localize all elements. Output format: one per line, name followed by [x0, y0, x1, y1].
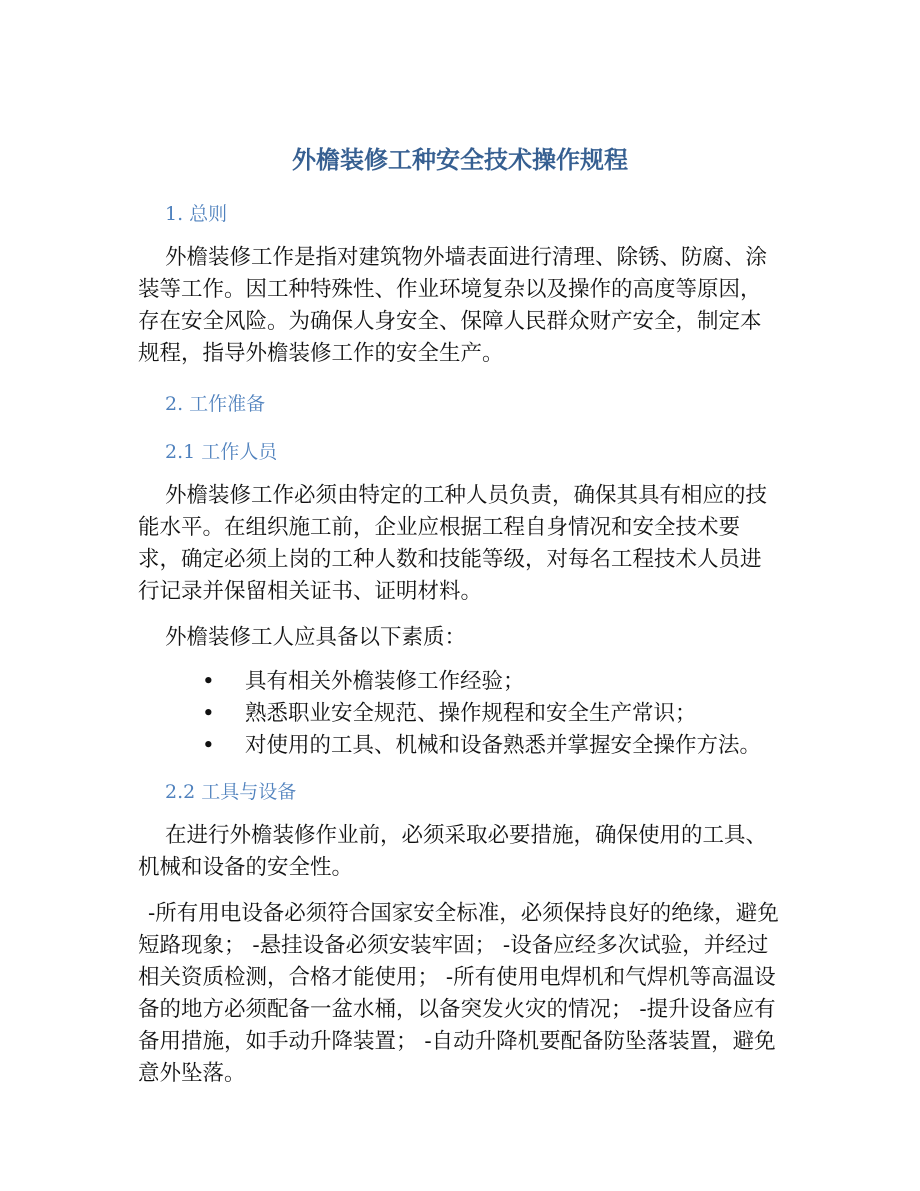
document-content — [138, 140, 782, 1104]
heading-preparation: 2. 工作准备 — [165, 393, 266, 415]
paragraph-tool-requirements: -所有用电设备必须符合国家安全标准，必须保持良好的绝缘，避免短路现象； -悬挂设备必须安装牢固； -设备应经多次试验，并经过相关资质检测，合格才能使用； -所有使用电焊机和气焊机等高温设备的地方必须配备一盆水桶，以备突发火灾的情况； -提升设备应有备用措施，如手动升降装置； -自动升降机要配备防坠落装置，避免意外坠落。 — [138, 901, 779, 1086]
bullet-icon: • — [202, 733, 215, 758]
paragraph-personnel: 外檐装修工作必须由特定的工种人员负责，确保其具有相应的技能水平。在组织施工前，企业应根据工程自身情况和安全技术要求，确定必须上岗的工种人数和技能等级，对每名工程技术人员进行记录并保留相关证书、证明材料。 — [138, 483, 768, 604]
list-item — [138, 698, 782, 730]
qualities-list — [138, 666, 782, 762]
list-item-text: 具有相关外檐装修工作经验； — [245, 669, 525, 694]
list-item-text: 熟悉职业安全规范、操作规程和安全生产常识； — [245, 701, 697, 726]
paragraph-tools: 在进行外檐装修作业前，必须采取必要措施，确保使用的工具、机械和设备的安全性。 — [138, 823, 768, 880]
paragraph-qualities-intro: 外檐装修工人应具备以下素质： — [165, 625, 467, 650]
list-item — [138, 666, 782, 698]
heading-tools: 2.2 工具与设备 — [165, 781, 297, 803]
paragraph-general: 外檐装修工作是指对建筑物外墙表面进行清理、除锈、防腐、涂装等工作。因工种特殊性、作业环境复杂以及操作的高度等原因，存在安全风险。为确保人身安全、保障人民群众财产安全，制定本规程，指导外檐装修工作的安全生产。 — [138, 245, 768, 366]
heading-general: 1. 总则 — [165, 203, 228, 225]
document-title: 外檐装修工种安全技术操作规程 — [292, 145, 628, 174]
bullet-icon: • — [202, 701, 215, 726]
list-item — [138, 730, 782, 762]
list-item-text: 对使用的工具、机械和设备熟悉并掌握安全操作方法。 — [245, 733, 762, 758]
heading-personnel: 2.1 工作人员 — [165, 441, 278, 463]
bullet-icon: • — [202, 669, 215, 694]
